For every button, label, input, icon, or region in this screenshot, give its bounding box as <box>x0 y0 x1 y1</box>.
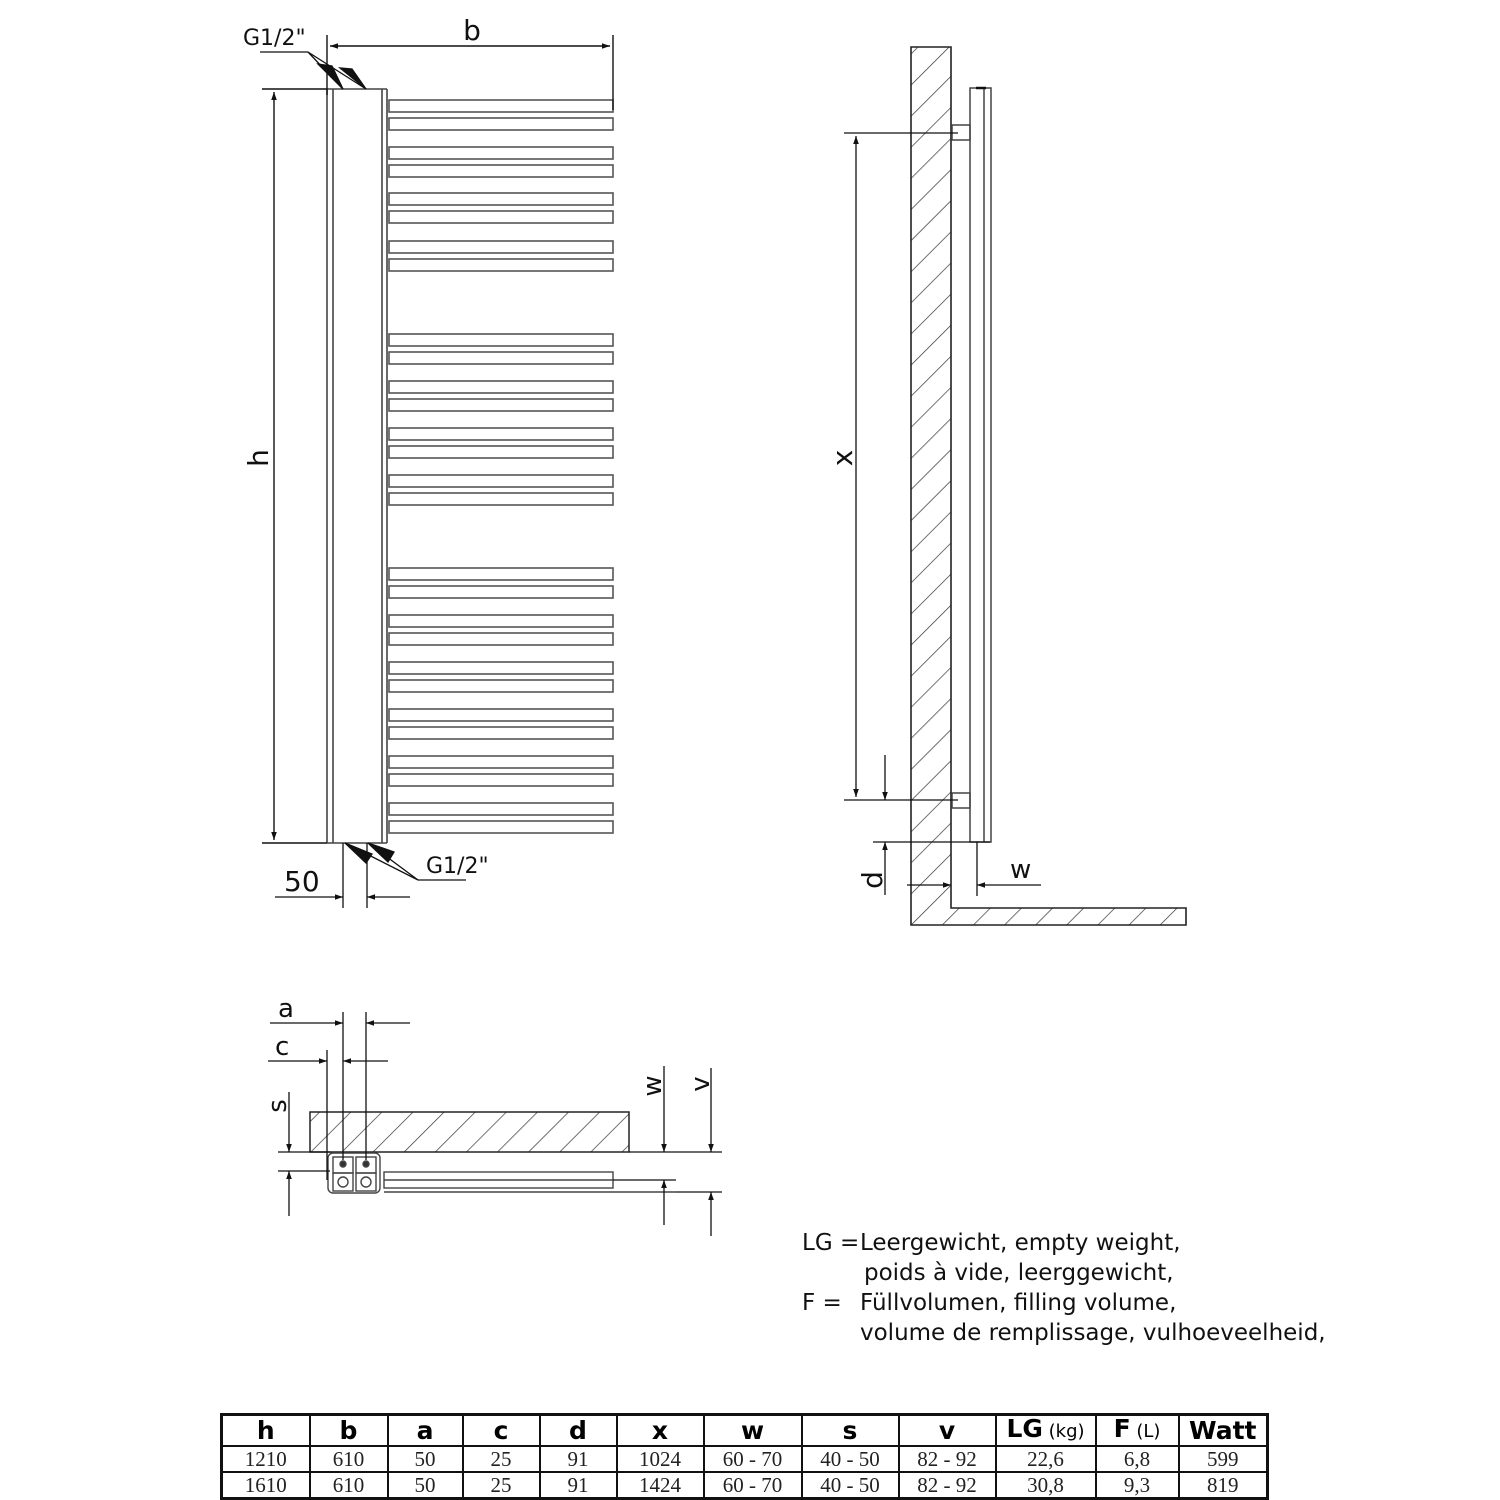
header-name: h <box>256 1415 275 1445</box>
radiator-tube <box>389 100 613 112</box>
label-connection-top: G1/2" <box>243 26 306 51</box>
table-cell: 60 - 70 <box>704 1446 802 1472</box>
table-header-v <box>899 1415 996 1447</box>
radiator-tube <box>389 821 613 833</box>
table-cell: 50 <box>388 1446 463 1472</box>
table-cell: 82 - 92 <box>899 1472 996 1499</box>
table-cell: 25 <box>463 1472 540 1499</box>
table-header-x <box>617 1415 704 1447</box>
table-header-d <box>540 1415 617 1447</box>
table-cell: 1024 <box>617 1446 704 1472</box>
radiator-tube <box>389 352 613 364</box>
header-name: b <box>339 1415 358 1445</box>
header-name: a <box>416 1415 434 1445</box>
radiator-tube <box>389 399 613 411</box>
header-unit: (L) <box>1130 1421 1161 1442</box>
header-name: d <box>569 1415 587 1445</box>
radiator-tube <box>389 211 613 223</box>
connection-top-leader <box>260 52 366 89</box>
radiator-top-profile <box>328 1153 676 1193</box>
table-header-s <box>802 1415 899 1447</box>
radiator-tube <box>389 428 613 440</box>
radiator-tube <box>389 568 613 580</box>
radiator-tube <box>389 475 613 487</box>
table-row <box>222 1446 1268 1472</box>
legend-lg-line2: poids à vide, leerggewicht, <box>864 1260 1174 1286</box>
legend-lg-key: LG = <box>802 1230 860 1256</box>
table-cell: 22,6 <box>996 1446 1096 1472</box>
label-c: c <box>275 1032 290 1062</box>
table-cell: 610 <box>310 1446 388 1472</box>
side-view <box>826 47 1186 925</box>
table-cell: 1424 <box>617 1472 704 1499</box>
table-cell: 91 <box>540 1472 617 1499</box>
radiator-tube <box>389 165 613 177</box>
table-cell: 91 <box>540 1446 617 1472</box>
legend-f-line1: Füllvolumen, filling volume, <box>860 1290 1177 1316</box>
legend-f-key: F = <box>802 1290 842 1316</box>
label-w-side: w <box>1010 855 1032 885</box>
header-unit: (kg) <box>1042 1421 1085 1442</box>
radiator-tubes <box>389 100 613 833</box>
radiator-tube <box>389 446 613 458</box>
table-cell: 50 <box>388 1472 463 1499</box>
table-cell: 40 - 50 <box>802 1472 899 1499</box>
header-name: w <box>740 1415 765 1445</box>
radiator-tube <box>389 680 613 692</box>
table-header-lg <box>996 1415 1096 1447</box>
radiator-tube <box>389 774 613 786</box>
radiator-tube <box>389 334 613 346</box>
label-b: b <box>463 14 481 47</box>
radiator-tube <box>389 118 613 130</box>
radiator-tube <box>389 662 613 674</box>
table-header-h <box>222 1415 310 1447</box>
table-cell: 60 - 70 <box>704 1472 802 1499</box>
header-name: Watt <box>1189 1415 1257 1445</box>
table-header-c <box>463 1415 540 1447</box>
header-name: LG <box>1006 1414 1043 1443</box>
radiator-tube <box>389 803 613 815</box>
header-name: v <box>938 1415 956 1445</box>
label-w-top: w <box>638 1075 668 1097</box>
radiator-tube <box>389 756 613 768</box>
label-connection-bottom: G1/2" <box>426 854 489 879</box>
radiator-tube <box>389 259 613 271</box>
label-h: h <box>242 449 275 467</box>
label-v: v <box>686 1076 716 1092</box>
radiator-collector <box>327 89 387 843</box>
legend-lg-line1: Leergewicht, empty weight, <box>860 1230 1181 1256</box>
table-header-b <box>310 1415 388 1447</box>
table-row <box>222 1472 1268 1499</box>
table-cell: 819 <box>1179 1472 1268 1499</box>
radiator-side-profile <box>952 88 991 842</box>
radiator-tube <box>389 193 613 205</box>
header-name: c <box>493 1415 509 1445</box>
radiator-tube <box>389 147 613 159</box>
table-cell: 25 <box>463 1446 540 1472</box>
legend-f <box>802 1288 1326 1318</box>
label-x: x <box>826 449 859 467</box>
legend-lg <box>802 1228 1326 1258</box>
label-50: 50 <box>284 865 320 898</box>
radiator-tube <box>389 381 613 393</box>
table-cell: 6,8 <box>1096 1446 1179 1472</box>
radiator-tube <box>389 586 613 598</box>
label-s: s <box>263 1099 293 1113</box>
table-cell: 30,8 <box>996 1472 1096 1499</box>
table-cell: 40 - 50 <box>802 1446 899 1472</box>
table-header-row <box>222 1415 1268 1447</box>
table-cell: 1210 <box>222 1446 310 1472</box>
spec-table <box>220 1413 1269 1500</box>
label-a: a <box>278 994 294 1024</box>
radiator-tube <box>389 615 613 627</box>
header-name: F <box>1113 1414 1131 1443</box>
radiator-tube <box>389 633 613 645</box>
wall-section <box>310 1112 629 1152</box>
label-d: d <box>856 871 889 889</box>
legend-f-line2: volume de remplissage, vulhoeveelheid, <box>860 1320 1326 1346</box>
radiator-tube <box>389 727 613 739</box>
radiator-tube <box>389 241 613 253</box>
table-header-w <box>704 1415 802 1447</box>
table-cell: 1610 <box>222 1472 310 1499</box>
table-cell: 9,3 <box>1096 1472 1179 1499</box>
top-view <box>263 994 722 1236</box>
header-name: s <box>842 1415 858 1445</box>
header-name: x <box>651 1415 669 1445</box>
radiator-tube <box>389 493 613 505</box>
front-view <box>242 14 613 908</box>
table-header-a <box>388 1415 463 1447</box>
table-header-f <box>1096 1415 1179 1447</box>
table-header-watt <box>1179 1415 1268 1447</box>
radiator-tube <box>389 709 613 721</box>
legend <box>802 1228 1326 1348</box>
table-cell: 82 - 92 <box>899 1446 996 1472</box>
table-cell: 610 <box>310 1472 388 1499</box>
table-cell: 599 <box>1179 1446 1268 1472</box>
table-body <box>222 1446 1268 1499</box>
